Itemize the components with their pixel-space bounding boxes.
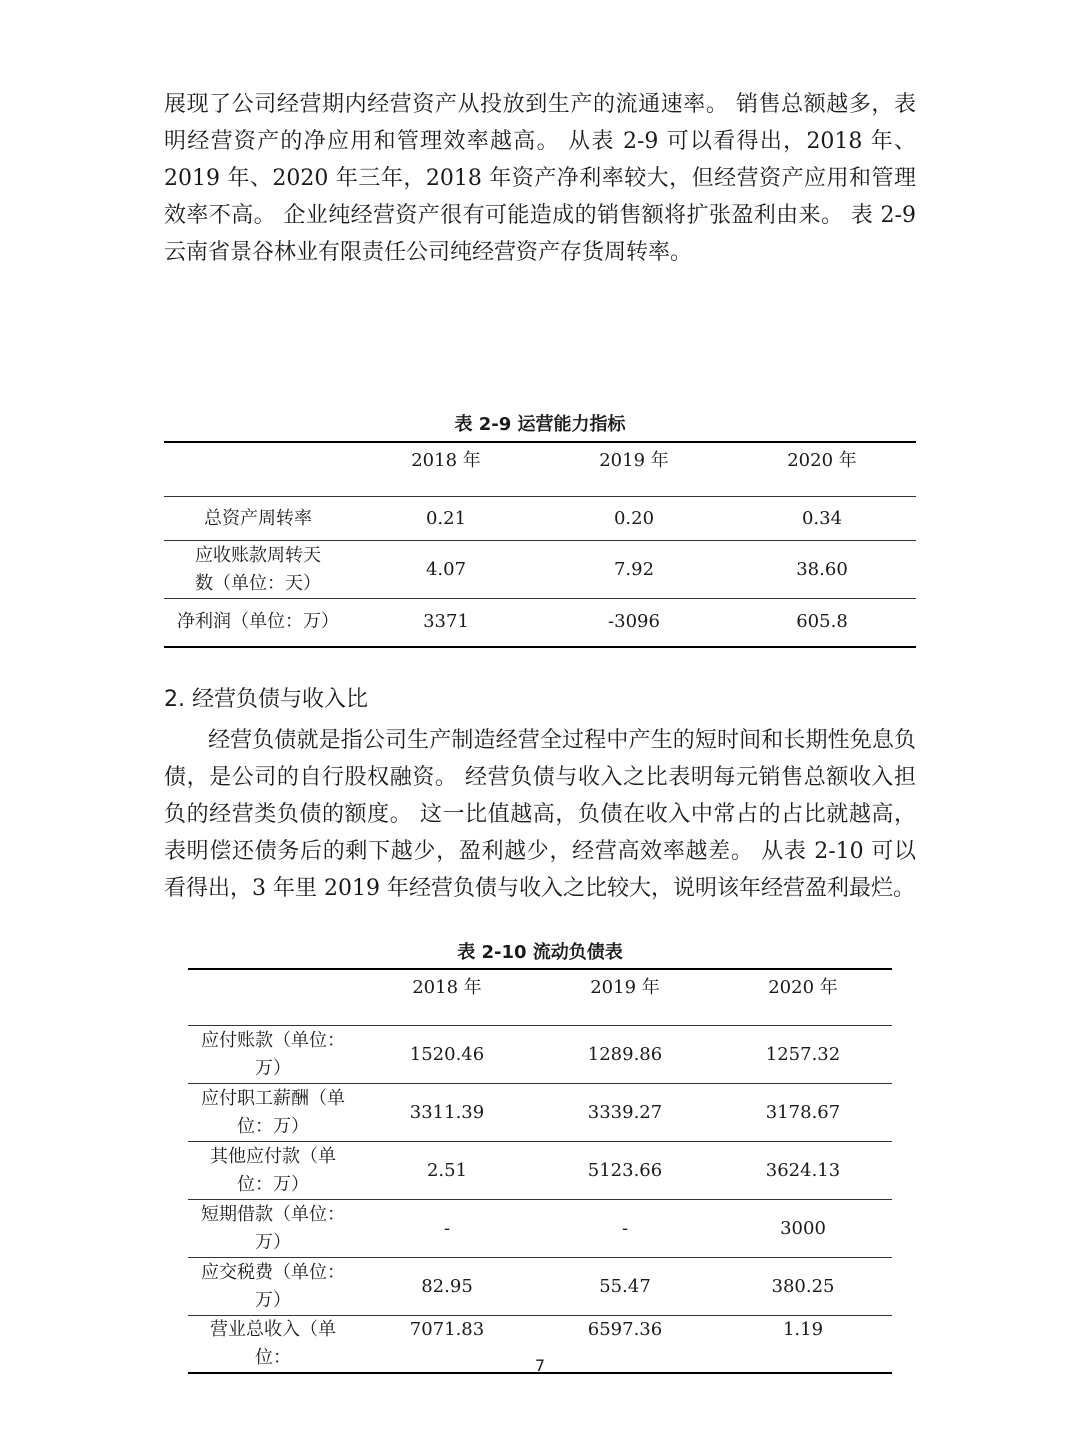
- table-row: [164, 497, 916, 541]
- table-cell: -3096: [608, 611, 660, 633]
- table-cell: 5123.66: [536, 1142, 714, 1200]
- table-cell: 82.95: [358, 1258, 536, 1316]
- header-empty-cell: [188, 969, 358, 1026]
- row-label: 应收账款周转天数（单位：天）: [164, 541, 352, 599]
- table-cell: 3178.67: [714, 1084, 892, 1142]
- body-paragraph-1: 展现了公司经营期内经营资产从投放到生产的流通速率。 销售总额越多，表明经营资产的净应用和管理效率越高。 从表 2-9 可以看得出，2018 年、2019 年、2020 年三年，2018 年资产净利率较大，但经营资产应用和管理效率不高。 企业纯经营资产很有可能造成的销售额将扩张盈利由来。 表 2-9 云南省景谷林业有限责任公司纯经营资产存货周转率。: [164, 92, 916, 265]
- table-cell: 605.8: [796, 611, 848, 633]
- header-empty-cell: [164, 442, 352, 497]
- section-heading: 2. 经营负债与收入比: [164, 687, 368, 712]
- table-cell: 1289.86: [536, 1026, 714, 1084]
- table-cell: 55.47: [536, 1258, 714, 1316]
- table-cell: 3371: [423, 611, 469, 633]
- table-row: [188, 1084, 892, 1142]
- row-label: 营业总收入（单位：: [210, 1319, 336, 1368]
- body-paragraph-2: 经营负债就是指公司生产制造经营全过程中产生的短时间和长期性免息负债，是公司的自行股权融资。 经营负债与收入之比表明每元销售总额收入担负的经营类负债的额度。 这一比值越高，负债在收入中常占的占比就越高，表明偿还债务后的剩下越少，盈利越少，经营高效率越差。 从表 2-10 可以看得出，3 年里 2019 年经营负债与收入之比较大，说明该年经营盈利最烂。: [164, 728, 916, 901]
- table-header-row: [164, 442, 916, 497]
- column-header: 2019 年: [536, 969, 714, 1026]
- column-header: 2018 年: [352, 442, 540, 497]
- table-cell: 2.51: [358, 1142, 536, 1200]
- table-cell: -: [358, 1200, 536, 1258]
- table-row: [188, 1258, 892, 1316]
- row-label: 其他应付款（单位：万）: [188, 1142, 358, 1200]
- table-cell: 4.07: [352, 541, 540, 599]
- table-cell: -: [536, 1200, 714, 1258]
- row-label: 应交税费（单位：万）: [188, 1258, 358, 1316]
- table-row: [164, 541, 916, 599]
- table-row: [188, 1200, 892, 1258]
- table-cell: 7.92: [540, 541, 728, 599]
- column-header: 2019 年: [540, 442, 728, 497]
- table-cell: 38.60: [728, 541, 916, 599]
- column-header: 2018 年: [358, 969, 536, 1026]
- table-cell: 3624.13: [714, 1142, 892, 1200]
- table-cell: 1.19: [782, 1319, 824, 1340]
- table-cell: 0.34: [728, 497, 916, 541]
- operating-capacity-table: [164, 441, 916, 648]
- table-cell: 3311.39: [358, 1084, 536, 1142]
- table-cell: 3339.27: [536, 1084, 714, 1142]
- row-label: 应付账款（单位：万）: [188, 1026, 358, 1084]
- table-cell: 0.21: [352, 497, 540, 541]
- column-header: 2020 年: [728, 442, 916, 497]
- table-row: [164, 599, 916, 647]
- table-caption-2-10: 表 2-10 流动负债表: [457, 942, 623, 963]
- table-cell: 0.20: [540, 497, 728, 541]
- table-row: [188, 1142, 892, 1200]
- table-cell: 3000: [714, 1200, 892, 1258]
- row-label: 短期借款（单位：万）: [188, 1200, 358, 1258]
- current-liabilities-table: [188, 968, 892, 1374]
- column-header: 2020 年: [714, 969, 892, 1026]
- table-cell: 1520.46: [358, 1026, 536, 1084]
- row-label: 总资产周转率: [164, 497, 352, 541]
- table-caption-2-9: 表 2-9 运营能力指标: [454, 414, 626, 435]
- row-label: 净利润（单位：万）: [177, 611, 339, 633]
- page-number: 7: [534, 1356, 546, 1375]
- row-label: 应付职工薪酬（单位：万）: [188, 1084, 358, 1142]
- table-cell: 380.25: [714, 1258, 892, 1316]
- table-header-row: [188, 969, 892, 1026]
- table-cell: 6597.36: [587, 1319, 663, 1340]
- table-cell: 1257.32: [714, 1026, 892, 1084]
- table-row: [188, 1026, 892, 1084]
- table-cell: 7071.83: [409, 1319, 485, 1340]
